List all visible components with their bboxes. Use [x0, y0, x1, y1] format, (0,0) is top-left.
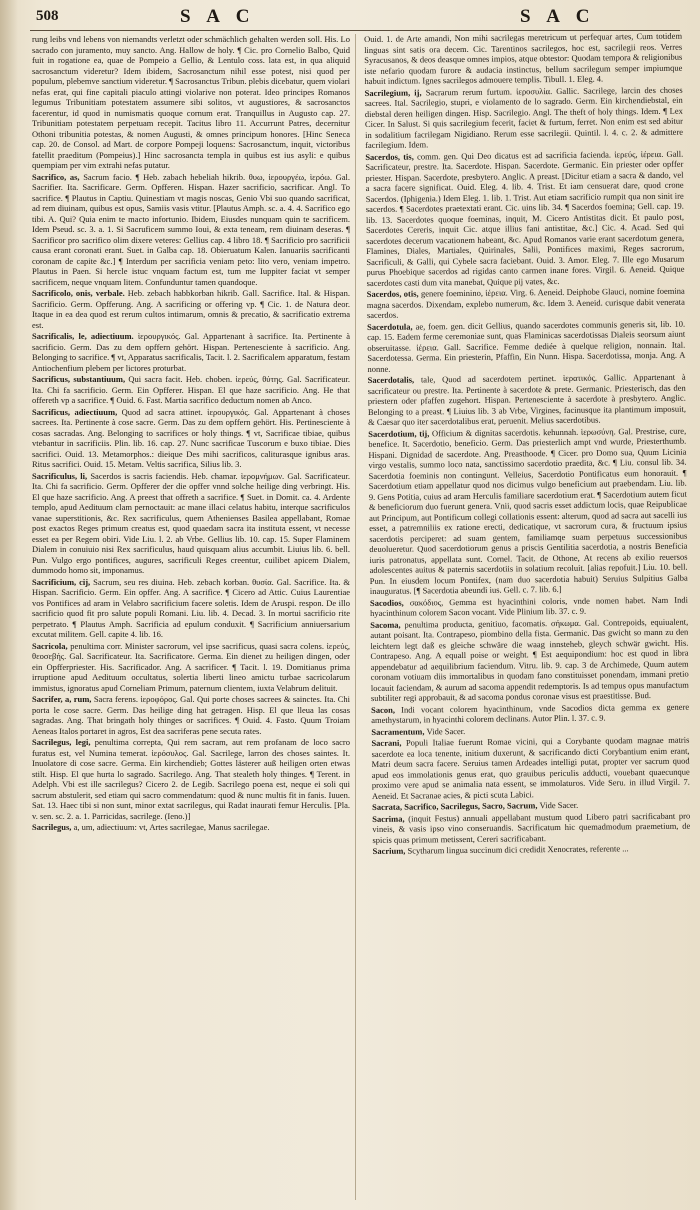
entry-text: Indi vocant colorem hyacinthinum, vnde Sacodios dicta gemma ex genere amethystarum, in hyacinthi colorem declinans. Autor Plin. l. 37. c. 9.: [371, 701, 690, 725]
entry-headword: Sacrata, Sacrifico, Sacrilegus, Sacro, Sacrum,: [372, 800, 540, 812]
dictionary-entry: [367, 286, 685, 321]
dictionary-entry: [368, 372, 687, 428]
entry-text: Sacra ferens. ἱεροφόρος. Gal. Qui porte choses sacrees & sainctes. Ita. Chi porta le cose sacre. Germ. Das heilige ding hat getragen. Hisp. El que lleua las cosas sagradas. Ang. That bringath holy thinges or sacrifices. ¶ Ouid. 4. Fasto. Quum Troiam Aeneas Italos portaret in agros, Est dea sacriferas pene secuta rates.: [32, 694, 350, 736]
entry-headword: Sacon,: [371, 704, 402, 715]
entry-text: ἱερουργικός. Gal. Appartenant à sacrifice. Ita. Pertinente à sacrificio. Germ. Das zu dem opffern gehört. Hispan. Pertenesciente à sacrificio. Ang. Belonging to sacrifice. ¶ vt, Apparatus sacrificalis, Tacit. l. 2. Sacrificalem apparatum, festam Antiochenfium plebem per lictores proturbat.: [32, 331, 350, 373]
dictionary-entry: [372, 810, 690, 845]
dictionary-entry: [32, 172, 350, 288]
entry-text: Ouid. 1. de Arte amandi, Non mihi sacrilegas meretricum ut perfequar artes, Cum totidem linguas sint satis ora decem. Cic. Tarentinos sacrilegos, hoc est, sacrilegii reos. Verres Syracusanos, & deos deasque omnes impios, atque obtestor: Quodam tempora & religionibus iste nefario quodam furore & audacia instinctus, bellum sacrilegum semper impiumque habuit indictum. Ignes sacrilegos admouere templis. Tibull. 1. Eleg. 4.: [364, 30, 683, 86]
dictionary-entry: [32, 34, 350, 171]
entry-text: a, um, adiectiuum: vt, Artes sacrilegae, Manus sacrilegae.: [73, 822, 270, 832]
dictionary-entry: [32, 288, 350, 330]
entry-headword: Sacerdotalis,: [367, 374, 421, 385]
entry-headword: Sacramentum,: [371, 725, 427, 737]
entry-headword: Sacrificium, cij,: [32, 576, 94, 587]
dictionary-entry: [32, 694, 350, 736]
dictionary-entry: [373, 843, 691, 857]
entry-text: Sacerdos is sacris faciendis. Heb. chamar. ἱερομνήμων. Gal. Sacrificateur. Ita. Chi fa sacrificio. Germ. Opfferer der die opffer vnnd solche heilige ding verbringt. His. El que haze sacrificio. Ang. A preest that offreth a sacrifice. ¶ Suet. in Domit. ca. 4. Ardente templo, apud Aedituum clam pernoctauit: ac mane illaci celatus habitu, interque sacrificulos vanae superstitionis, &c. Rex sacrificulus, quem Athenienses Basilea appellabant, Romae post exactos Reges primum creatus est, quod quaedam sacra ita instituta essent, vt necesse esset ea per Regem obiri. Vide Liu. l. 2. ab Vrbe. Gellius lib. 10. cap. 15. Super Flaminem Dialem in conuiuio nisi Rex sacrificulus, haud quisquam alius accumbit. Liuius lib. 6. bell. Pun. Vulgo ergo pontifices, augures, sacrificuli Reges creentur, cuilibet apicem Dialem, dummodo homo sit, imponamus.: [32, 470, 350, 575]
entry-headword: Sacrificulus, li,: [32, 470, 91, 481]
entry-headword: Sacricola,: [32, 640, 71, 651]
dictionary-entry: [32, 577, 350, 640]
dictionary-entry: [365, 148, 684, 288]
entry-text: tale, Quod ad sacerdotem pertinet. ἱερατικός. Gallic. Appartenant à sacrificateur ou prestre. Ita. Pertinente à sacerdote & prete. Germanic. Priesterisch, das den priestern oder pfaffen zugehort. Hispan. Pertenesciente à sacerdote à presbytero. Anglic. Belonging to a preast. ¶ Liuius lib. 3 ab Vrbe, Virgines, facinusque ita plantimum imposuit, & Caesar quo iter sacerdotalibus erat, peruenit. Melius sacerdotibus.: [367, 371, 686, 427]
dictionary-entry: [32, 737, 350, 821]
dictionary-entry: [364, 31, 683, 87]
dictionary-entry: [32, 471, 350, 576]
page-header: [0, 6, 700, 32]
entry-headword: Sacerdos, otis,: [366, 288, 421, 299]
entry-headword: Sacoma,: [370, 619, 405, 630]
entry-text: Vide Sacer.: [539, 799, 579, 811]
entry-headword: Sacrilegium, ij,: [364, 86, 426, 98]
dictionary-entry: [32, 641, 350, 694]
entry-headword: Sacerdotium, tij,: [368, 427, 433, 439]
entry-text: penultima corr. Minister sacrorum, vel ipse sacrificus, quasi sacra colens. ἱερεύς, θεοσεβής. Gal. Sacrificateur. Ita. Sacrificatore. Germa. Ein dienet zu heiligen dingen, oder ein Opfferpriester. His. Sacrificador. Ang. A sacrificer. ¶ Tacit. l. 19. Domitianus prima irruptione apud Aedituum occultatus, solertia liberti lineo amictu turbae sacricolarum immistus, ignoratus apud Corneliam Primum, paternum clientem, iuxta Velabrum delituit.: [32, 640, 350, 693]
entry-text: penultima correpta, Qui rem sacram, aut rem profanam de loco sacro furatus est, vel Numina temerat. ἱερόσυλος. Gal. Sacrilege, larron des choses saintes. It. Inuolatore di cose sacre. Germa. Ein kirchendieb; Gottes lästerer auß heiligen orten etwas stilt. Hisp. El que hurta lo sagrado. Sacrilego. Ang. That stealeth holy thinges. ¶ Terent. in Adelph. Vbi est ille sacrilegus? Cicero 2. de Legib. Sacrilego poena est, neque ei soli qui sacrum abstulerit, sed etiam qui sacro commendatum: quod & nunc multis fit in fanis. Iuuen. Sat. 13. Haec tibi si non sunt, minor extat sacrilegus, qui Radat inaurati femur Herculis. [Pla. v. sen. sc. 2. a. 1. Parricidas, sacrilege. (Ieno.)]: [32, 737, 350, 821]
dictionary-entry: [371, 735, 690, 801]
entry-text: Qui sacra facit. Heb. choben. ἱερεύς, θύτης. Gal. Sacrificateur. Ita. Chi fa sacrificio. Germ. Ein Opfferer. Hispan. El que haze sacrificio. Ang. He that offereth vp a sacrifice. ¶ Ouid. 6. Fast. Martia sacrifico deductum nomen ab Anco.: [32, 374, 350, 405]
entry-headword: Sacerdos, tis,: [365, 150, 418, 162]
dictionary-entry: [32, 407, 350, 470]
column-divider: [355, 34, 356, 1200]
dictionary-entry: [368, 425, 688, 596]
dictionary-entry: [370, 616, 689, 703]
entry-text: penultima producta, genitiuo, facomatis. σήκωμα. Gal. Contrepoids, equiualent, autant poisant. Ita. Contrapeso, piombino della fista. Germanic. Das gwicht so mann zu den leichtern legt daß es gleiche schwäre die waag innsteheb, gleych schwär gwicht. His. Contrapeso. Ang. A equall poise or weight. ¶ Est aequipondium: hoc est quod in libra appendebatur ad aequilibrium faciendum. Vitru. lib. 9. cap. 3 de Archimede, Quum autem coronam votiuam diis immortalibus in quodam fano constituisset ponendam, immani pretio locauit faciendam, & aurum ad sacoma appendit redemptoris. Is ad tempus opus manufactum subtiliter regi approbauit, & ad sacoma pondus coronae visus est praestitisse. Bud.: [370, 616, 689, 703]
dictionary-entry: [32, 331, 350, 373]
entry-text: Sacrum facio. ¶ Heb. zabach hebeliah hikrib. θυω, ἱερουργέω, ἱερόω. Gal. Sacrifier. Ita. Sacrificare. Germ. Opfferen. Hispan. Hazer sacrificio, sacrificar. Angl. To sacrifice. ¶ Plautus in Captiu. Quinestiam vt magis noscas, Genio Vbi suo quando sacrificat, ad rem diuinam, quibus est opus, Samiis vasis vtitur. [Plautus Amph. sc. a. 4. 4. Sacrifico ego tibi. A. Qui? Quia enim te macto infortunio. Ibidem, Eiusdes nunquam quin te sacrificem. Idem Pseud. sc. 3. a. 1. Si Sacruficem summo Ioui, & exta teneam, rem diuinam deseras. ¶ Sacrificor pro sacrifico olim dixere veteres: Gellius cap. 4 libro 18. ¶ Sacrificio pro sacrificii causa erant coronati erant. Suet. in Galba cap. 18. Obieruatum Kalen. Ianuariis sacrificanti coronam de capite &c.] ¶ Interdum per sacrificia veniam peto: lito vero, veniam impetro. Plautus in Paen. Si hercle istuc vnquam factum est, tum me Iuppiter faciat vt semper sacrificem, neque vnquam litem. Confunduntur tamen quandoque.: [32, 171, 350, 287]
entry-text: Vide Sacer.: [426, 725, 466, 736]
entry-text: Populi Italiae fuerunt Romae vicini, qui a Corybante quodam magnae matris sacerdote ea loca tenente, initium duxerunt, & sacrificando dicti Corybantium enim erant, Matri deum sacra facere. Seruius tamen Ardeades intelligi putat, propter ver sacrum quod apud eos immolationis genus erat, quo grauibus periculis adducti, vouebant quaecunque proximo vere apud se animalia nata essent, se immolaturos. Vide Seru. in illud Virgil. 7. Aeneid. Et Sacranae acies, & picti scuta Labici.: [371, 734, 690, 801]
entry-headword: Sacerdotula,: [367, 320, 416, 332]
right-column: [364, 31, 694, 1200]
entry-headword: Sacrificus, substantiuum,: [32, 374, 129, 384]
entry-text: Sacrum, seu res diuina. Heb. zebach korban. θυσία. Gal. Sacrifice. Ita. & Hispan. Sacrificio. Germ. Ein opffer. Ang. A sacrifice. ¶ Cicero ad Attic. Cuius Laurentiae vos Pontifices ad aram in Velabro sacrificium facere soletis. Idem de Aruspi. respon. De illo sacrificio quod fit pro salute populi Romani. Liu. lib. 4. Decad. 3. In mortui sacrificio rite perpetrato. ¶ Plautus Amph. Sacrificia ad epulum conduxit. ¶ Sacrificium anniuersarium excutat militem. Gell. capite 4. lib. 16.: [32, 576, 350, 639]
entry-text: Sacrarum rerum furtum. ἱεροσυλία. Gallic. Sacrilege, larcin des choses sacrees. Ital. Sacrilegio, stupri, e violamento de lo sagrado. Germ. Ein kirchendiebstal, ein diebstal deren heiligen dingen. Hisp. Sacrilegio. Angl. The theft of holy things. Idem. ¶ Lex Cicer. In Salust. Si quis sacrilegium fecerit, faciet & furtum, ferret. Non enim est sed abitur in sodalitium facrilegam Nigidiano. Rerum esse sacrilegii. Quintil. l. 4. c. 2. & admittere facrilegium. Idem.: [364, 84, 684, 150]
entry-text: Heb. zebach habbkorban hikrib. Gall. Sacrifice. Ital. & Hispan. Sacrificio. Germ. Opfferung. Ang. A sacrificing or offering vp. ¶ Cic. 1. de Natura deor. Itaque in ea dea quod est rerum cultos intimarum, omnis & precatio, & sacrificatio extrema est.: [32, 288, 350, 330]
entry-headword: Sacodios,: [369, 597, 410, 608]
entry-text: σακόδιος, Gemma est hyacinthini coloris, vnde nomen habet. Nam Indi hyacinthinum colorem Sacon vocant. Vide Plinium lib. 37. c. 9.: [370, 594, 688, 618]
dictionary-entry: [32, 822, 350, 833]
dictionary-entry: [371, 701, 689, 725]
entry-text: genere foeminino, ἱέρεια. Virg. 6. Aeneid. Deiphobe Glauci, nomine foemina magna sacerdos. Dixendam, explebo numerum, &c. Idem 3. Aeneid. curisque dabit venerata sacerdos.: [366, 285, 685, 320]
entry-headword: Sacrium,: [372, 845, 408, 856]
entry-headword: Sacrani,: [371, 737, 406, 748]
entry-headword: Sacrilegus, legi,: [32, 737, 95, 747]
running-head-left: S A C: [180, 6, 256, 27]
dictionary-entry: [365, 84, 684, 150]
entry-headword: Sacrificus, adiectiuum,: [32, 406, 122, 417]
running-head-right: S A C: [520, 6, 596, 27]
entry-text: Quod ad sacra attinet. ἱερουργικός. Gal. Appartenant à choses sacrees. Ita. Pertinente à cose sacre. Germ. Das zu dem opffern gehört. His. Pertinesciente à cosas sacradas. Ang. Belonging to sacrifices or holy things. ¶ vt, Sacrificae tibiae, quibus vtebantur in sacrificiis. Plin. lib. 16. cap. 27. Nunc sacrificae Tuscorum e buxo tibiae. Dies sacrifici. Ouid. 13. Metamorphos.: dieique Des mihi sacrificos, caliturasque ignibus aras. Ritus sacrifici. Ouid. 15. Metam. Veltis sacrifica, Silius lib. 3.: [32, 406, 350, 469]
dictionary-entry: [367, 318, 686, 374]
entry-headword: Sacrifer, a, rum,: [32, 694, 94, 704]
entry-text: comm. gen. Qui Deo dicatus est ad sacrificia facienda. ἱερεύς, ἱέρεια. Gall. Sacrificateur, prestre. Ita. Sacerdote. Hispan. Sacerdote. Germanic. Ein priester oder opffer priester. Hispan. Sacerdote, presbytero. Anglic. A preast. [Dicitur etiam a sacra & dando, vel a sacra facere significat. Ouid. Eleg. 4. lib. 4. Trist. Et iam censuerat dare, quod crone Sacerdos. (Iphigenia.) Idem Eleg. 1. lib. 1. Trist. Aut etiam sacrificio rumpit qua non sinit ire sacerdos. ¶ Sacerdotes praetextati erant. Cic. uins lib. 34. ¶ Sacerdos foemina; Gell. cap. 19. lib. 13. Sacerdotes quoque foeminas, inquit, M. Cicero Antistitas dicit. Et paulo post, Sacerdotes Cereris, inquit Cic. atque illius fani antistitae, &c.] Cic. 4. Acad. Sed qui sacerdotes decerum vacationem habeant, &c. Apud Romanos varie erant sacerdotum genera, Flamines, Diales, Martiales, Quirinales, Salii, Pontifices maximi, Reges sacrorum, Sacrificuli, & Galli, qui Cybele sacra faciebant. Ouid. 3. Amor. Eleg. 7. Ille ego Musarum purus Phoebique sacerdos ad rigidas canto carmen inane fores. Virgil. 6. Aeneid. Quique sacerdotes casti dum vita manebat, Quique pij vates, &c.: [365, 148, 685, 288]
entry-text: Officium & dignitas sacerdotis. kehunnah. ἱερωσύνη. Gal. Prestrise, cure, benefice. It. Sacerdotio, beneficio. Germ. Das priesterlich ampt vnd wurde, Priesterthumb. Hispani. Dignidad de sacerdote. Ang. Preasthoode. ¶ Cicer. pro Domo sua, Quum Licinia virgo vestalis, summo loco nata, sanctissimo sacerdotio praedita, &c. ¶ Liu. consul lib. 34. Sacerdotia foeminis non contingunt. Velleius, Sacerdotio Pontificatus eum honorauit. ¶ Sacerdotium etiam appellatur quod nos dicimus vulgo beneficium aut praebendam. Liu. lib. 9. Gens Potitia, cuius ad aram Herculis familiare sacerdotium erat. ¶ Sacerdotium autem ficut & beneficiorum duo fuerunt genera. Vnii, quod sacris esset addictum locis, quae Reipublicae aut Principum, aut Pontificum collegi collationis essent: alterum, quod ad sacra aut sacelli ius esset, a patremniliis ex ratione erecti, dedicatique, vt sacrorum cura, & fructuum ipsius sacerdotis perciperet: ad suam gentem, familiamqe suam perpetuus successionibus deuolueretur. Quod sacerdotiorum genus a priscis Gentilitia sacerdotia, a nostris Beneficia iuris patronatus, appellata sunt. Cornel. Tacit. de Othone, At recens ab exilio reuersos adolescentes auitus & paternis sacerdotiis in solatium recoluit. [alias repofuit.] Liu. 10. bell. Pun. In eiusdem locum Pontifex, (nam duo sacerdotia habuit) Seruius Sulpitius Galba inauguratus. [¶ Sacerdotia abeundi ius. Gell. c. 7. lib. 6.]: [368, 425, 688, 596]
entry-text: Scytharum lingua succinum dici credidit Xenocrates, referente ...: [407, 843, 629, 856]
left-column: [32, 34, 350, 1200]
entry-headword: Sacrima,: [372, 813, 409, 824]
entry-text: rung leibs vnd lebens von niemandts verletzt oder schmächlich gehalten werden soll. His. Lo sacrado con juramento, muy sancto. Ang. Hallow de holy. ¶ Cic. pro Cornelio Balbo, Quid fuit in rogatione ea, quae de Pompeio a Gellio, & Lentulo coss. lata est, in qua aliquid sacrosanctum videretur? Idem ibidem, Sacrosanctum nihil esse potest, nisi quod per populum, plebemve sanctium videretur. ¶ Sacrosanctus Tribun. plebis dicebatur, quem violari nefas erat, qui fine capitali piaculo attingi violarive non poterat. Ideo principes Romanos legumus Tribunitiam potestatem assumere sibi solitos, vt augustiores, & sacrosanctos facerentur, id quod in numismatis quoque cornum erat. Tranquillus in Augusto cap. 27. Tribunitiam potestatem perpetuam recepit. Tacitus libro 11. Accurrunt Patres, decernitur Othoni tribunitia potestas, & nomen Augusti, & omnes principum honores. [Hinc Seneca cap. 20. de Consol. ad Mart. de corpore Pompeji loquens: Sacrosanctum, inquit, victoribus fatellit praeditum (Pompeius).] Hinc sacrosancta templa in quibus est ius asyli: e quibus quempiam per vim extrahi nefas putatur.: [32, 34, 350, 170]
entry-text: ae, foem. gen. dicit Gellius, quando sacerdotes communis generis sit, lib. 10. cap. 15. Eadem ferme ceremoniae sunt, quas Flaminicas sacerdotissas Dialeis seorsum aiunt obseruitasse. ἱέρεια. Gall. Sacrifice. Femme dediée à quelque religion, nonnain. Ital. Sacerdotessa. Germa. Ein priesterin, Pfaffin, Ein Nunn. Hispa. Sacerdotissa, monja. Ang. A nonne.: [367, 318, 686, 374]
entry-text: (inquit Festus) annuali appellabant mustum quod Libero patri sacrificabant pro vineis, & vasis ipso vino conseruandis. Sacrificatum hic quemadmodum praemetium, de spicis quas primum metissent, Cereri sacrificabant.: [372, 810, 691, 845]
page-number: 508: [36, 8, 59, 24]
page-fold-shadow: [0, 0, 18, 1210]
dictionary-entry: [370, 594, 688, 618]
entry-headword: Sacrificolo, onis, verbale.: [32, 288, 128, 298]
entry-headword: Sacrifico, as,: [32, 171, 84, 182]
entry-headword: Sacrificalis, le, adiectiuum.: [32, 331, 138, 341]
entry-headword: Sacrilegus,: [32, 822, 74, 832]
dictionary-entry: [32, 374, 350, 406]
